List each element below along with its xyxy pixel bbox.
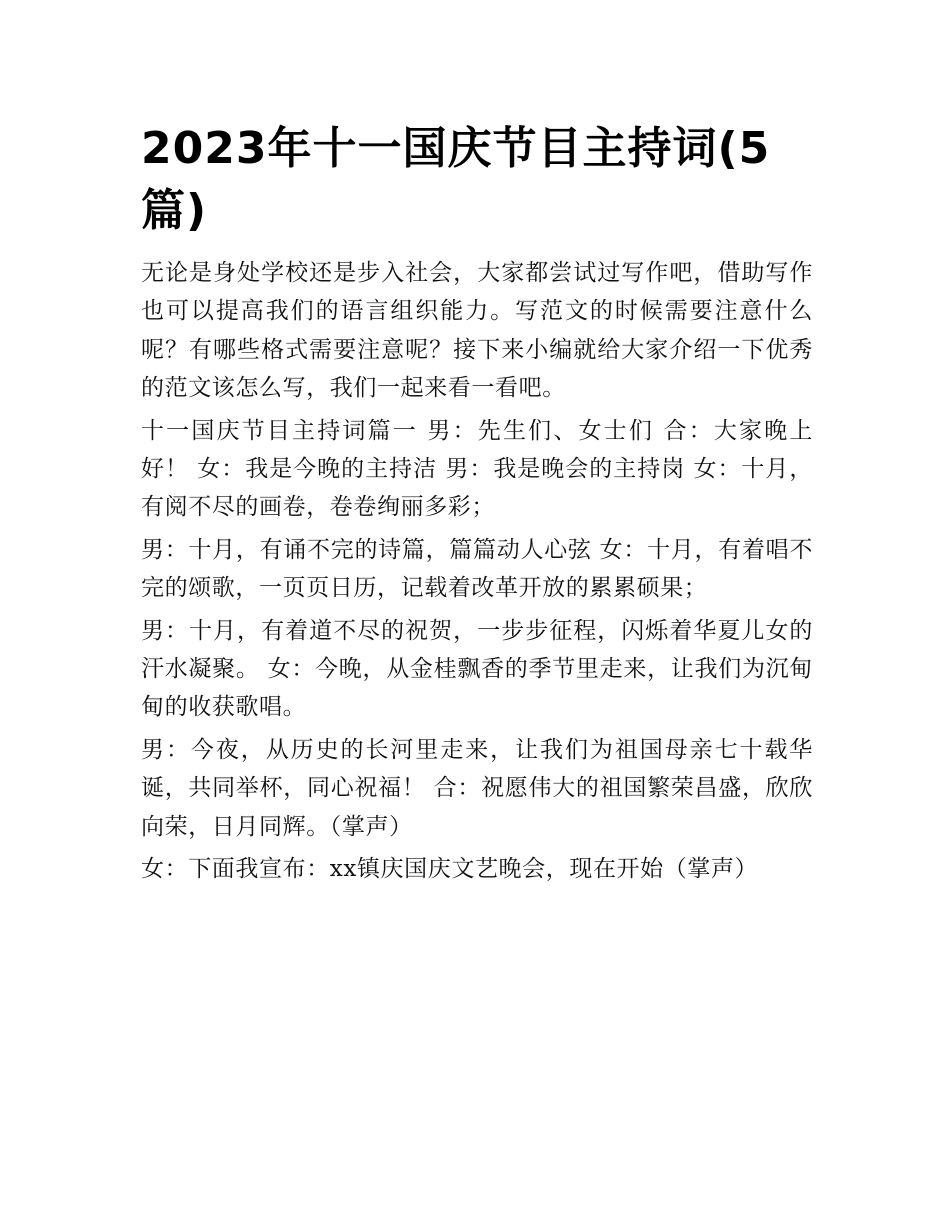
paragraph-tonight-toast: 男：今夜，从历史的长河里走来，让我们为祖国母亲七十载华诞，共同举杯，同心祝福！ 合：祝愿伟大的祖国繁荣昌盛，欣欣向荣，日月同辉。（掌声） [141,736,813,840]
paragraph-october-poems: 男：十月，有诵不完的诗篇，篇篇动人心弦 女：十月，有着唱不完的颂歌，一页页日历，记载着改革开放的累累硕果； [141,536,813,602]
document-title: 2023年十一国庆节目主持词(5篇) [141,123,771,236]
paragraph-october-blessings: 男：十月，有着道不尽的祝贺，一步步征程，闪烁着华夏儿女的汗水凝聚。 女：今晚，从金桂飘香的季节里走来，让我们为沉甸甸的收获歌唱。 [141,617,813,721]
paragraph-host-opening: 十一国庆节目主持词篇一 男：先生们、女士们 合：大家晚上好！ 女：我是今晚的主持洁 男：我是晚会的主持岗 女：十月，有阅不尽的画卷，卷卷绚丽多彩； [141,417,813,521]
document-body [141,118,813,893]
paragraph-announcement: 女：下面我宣布：xx镇庆国庆文艺晚会，现在开始（掌声） [141,856,759,883]
paragraph-intro: 无论是身处学校还是步入社会，大家都尝试过写作吧，借助写作也可以提高我们的语言组织能力。写范文的时候需要注意什么呢？有哪些格式需要注意呢？接下来小编就给大家介绍一下优秀的范文该怎么写，我们一起来看一看吧。 [141,260,813,402]
